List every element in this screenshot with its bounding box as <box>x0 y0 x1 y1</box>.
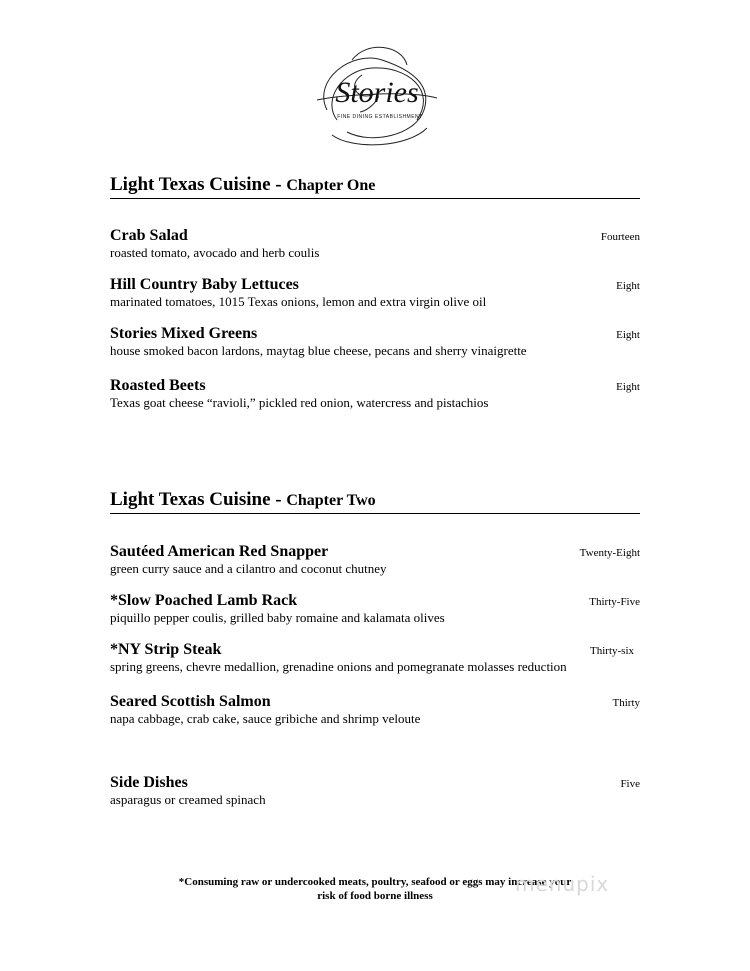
section-title-chapter-two <box>110 489 640 514</box>
item-price: Eight <box>616 329 640 341</box>
section-title-chapter-one <box>110 174 640 199</box>
disclaimer-line: *Consuming raw or undercooked meats, poultry, seafood or eggs may increase your <box>178 876 572 888</box>
item-name: Stories Mixed Greens <box>110 325 258 342</box>
item-name: *Slow Poached Lamb Rack <box>110 592 298 609</box>
menu-item <box>110 377 640 411</box>
item-price: Thirty-Five <box>589 596 640 608</box>
svg-text:Stories: Stories <box>335 76 419 109</box>
watermark: menupix <box>515 872 610 896</box>
menu-item <box>110 325 640 359</box>
disclaimer-line: risk of food borne illness <box>317 890 433 902</box>
item-description: house smoked bacon lardons, maytag blue cheese, pecans and sherry vinaigrette <box>110 343 527 358</box>
item-description: roasted tomato, avocado and herb coulis <box>110 245 320 260</box>
item-price: Eight <box>616 280 640 292</box>
item-price: Eight <box>616 381 640 393</box>
item-description: Texas goat cheese “ravioli,” pickled red onion, watercress and pistachios <box>110 395 489 410</box>
item-price: Thirty <box>612 697 640 709</box>
svg-text:FINE DINING ESTABLISHMENT: FINE DINING ESTABLISHMENT <box>337 114 423 120</box>
item-description: piquillo pepper coulis, grilled baby romaine and kalamata olives <box>110 610 445 625</box>
item-name: *NY Strip Steak <box>110 641 222 658</box>
stories-logo <box>312 40 442 152</box>
menu-item <box>110 543 640 577</box>
item-price: Thirty-six <box>590 645 634 657</box>
menu-item <box>110 592 640 626</box>
menu-item-side-dishes <box>110 774 640 808</box>
menu-item <box>110 641 640 675</box>
item-price: Twenty-Eight <box>579 547 640 559</box>
section-title-main: Light Texas Cuisine - <box>110 489 287 510</box>
item-name: Seared Scottish Salmon <box>110 693 271 710</box>
menu-item <box>110 276 640 310</box>
item-description: green curry sauce and a cilantro and coconut chutney <box>110 561 387 576</box>
item-name: Sautéed American Red Snapper <box>110 543 329 560</box>
item-description: asparagus or creamed spinach <box>110 792 266 807</box>
section-title-sub: Chapter One <box>286 177 376 194</box>
section-title-main: Light Texas Cuisine - <box>110 174 287 195</box>
item-description: spring greens, chevre medallion, grenadine onions and pomegranate molasses reduction <box>110 659 567 674</box>
item-price: Fourteen <box>600 231 640 243</box>
item-description: napa cabbage, crab cake, sauce gribiche and shrimp veloute <box>110 711 421 726</box>
section-title-sub: Chapter Two <box>286 492 376 509</box>
item-price: Five <box>620 778 640 790</box>
item-name: Roasted Beets <box>110 377 206 394</box>
item-description: marinated tomatoes, 1015 Texas onions, lemon and extra virgin olive oil <box>110 294 487 309</box>
item-name: Side Dishes <box>110 774 188 791</box>
item-name: Crab Salad <box>110 227 188 244</box>
item-name: Hill Country Baby Lettuces <box>110 276 299 293</box>
menu-item <box>110 693 640 727</box>
menu-item <box>110 227 640 261</box>
